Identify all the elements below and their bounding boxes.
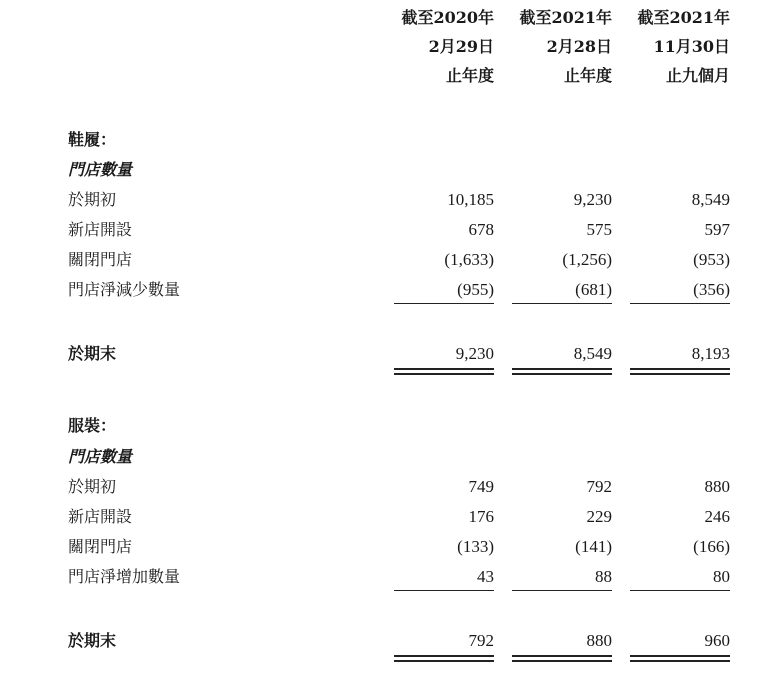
total-double-rule xyxy=(394,368,494,375)
cell-value: 8,193 xyxy=(691,344,730,363)
row-label: 新店開設 xyxy=(68,507,133,526)
cell-value: 792 xyxy=(468,631,494,650)
row-label: 於期末 xyxy=(68,344,117,363)
total-double-rule xyxy=(512,368,612,375)
column-header-line: 11月30日 xyxy=(653,37,730,56)
total-double-rule xyxy=(630,655,730,662)
cell-value: 880 xyxy=(586,631,612,650)
row-label: 新店開設 xyxy=(68,220,133,239)
cell-value: (141) xyxy=(575,537,612,556)
cell-value: (955) xyxy=(457,280,494,299)
total-row xyxy=(0,343,782,365)
column-header-fy2020 xyxy=(401,8,494,95)
table-row xyxy=(0,506,782,528)
cell-value: 8,549 xyxy=(573,344,612,363)
cell-value: 246 xyxy=(704,507,730,526)
section-title: 服裝： xyxy=(68,416,117,435)
table-row xyxy=(0,189,782,211)
table-row xyxy=(0,476,782,498)
cell-value: 749 xyxy=(468,477,494,496)
total-double-rule xyxy=(394,655,494,662)
cell-value: (166) xyxy=(693,537,730,556)
row-label: 關閉門店 xyxy=(68,250,133,269)
table-row xyxy=(0,536,782,558)
cell-value: 960 xyxy=(704,631,730,650)
column-header-line: 截至2021年 xyxy=(519,8,612,27)
section-title-row xyxy=(0,415,782,437)
cell-value: (953) xyxy=(693,250,730,269)
cell-value: 10,185 xyxy=(447,190,494,209)
subtotal-rule xyxy=(512,590,612,591)
subtotal-rule xyxy=(630,590,730,591)
section-title-row xyxy=(0,129,782,151)
section-subtitle: 門店數量 xyxy=(68,160,133,179)
section-subtitle-row xyxy=(0,446,782,468)
cell-value: (133) xyxy=(457,537,494,556)
column-header-line: 截至2020年 xyxy=(401,8,494,27)
total-row xyxy=(0,630,782,652)
subtotal-rule xyxy=(630,303,730,304)
column-header-line: 止九個月 xyxy=(665,66,730,85)
column-header-line: 止年度 xyxy=(445,66,494,85)
cell-value: 88 xyxy=(595,567,612,586)
cell-value: 43 xyxy=(477,567,494,586)
table-row xyxy=(0,219,782,241)
subtotal-rule xyxy=(394,303,494,304)
column-header-line: 2月29日 xyxy=(428,37,494,56)
table-row xyxy=(0,566,782,588)
cell-value: 575 xyxy=(586,220,612,239)
cell-value: 229 xyxy=(586,507,612,526)
section-subtitle: 門店數量 xyxy=(68,447,133,466)
total-double-rule xyxy=(512,655,612,662)
row-label: 於期初 xyxy=(68,190,117,209)
cell-value: 9,230 xyxy=(455,344,494,363)
subtotal-rule xyxy=(394,590,494,591)
cell-value: 176 xyxy=(468,507,494,526)
cell-value: 792 xyxy=(586,477,612,496)
cell-value: 8,549 xyxy=(691,190,730,209)
cell-value: 9,230 xyxy=(573,190,612,209)
column-header-9m2021 xyxy=(637,8,730,95)
column-header-line: 截至2021年 xyxy=(637,8,730,27)
cell-value: (356) xyxy=(693,280,730,299)
row-label: 門店淨減少數量 xyxy=(68,280,181,299)
subtotal-rule xyxy=(512,303,612,304)
cell-value: (1,633) xyxy=(444,250,494,269)
table-row xyxy=(0,249,782,271)
cell-value: 880 xyxy=(704,477,730,496)
section-subtitle-row xyxy=(0,159,782,181)
row-label: 於期初 xyxy=(68,477,117,496)
cell-value: 80 xyxy=(713,567,730,586)
cell-value: (681) xyxy=(575,280,612,299)
row-label: 關閉門店 xyxy=(68,537,133,556)
row-label: 於期末 xyxy=(68,631,117,650)
table-row xyxy=(0,279,782,301)
section-title: 鞋履： xyxy=(68,130,117,149)
total-double-rule xyxy=(630,368,730,375)
column-header-fy2021 xyxy=(519,8,612,95)
cell-value: 678 xyxy=(468,220,494,239)
cell-value: 597 xyxy=(704,220,730,239)
column-header-line: 2月28日 xyxy=(546,37,612,56)
row-label: 門店淨增加數量 xyxy=(68,567,181,586)
column-header-line: 止年度 xyxy=(563,66,612,85)
cell-value: (1,256) xyxy=(562,250,612,269)
